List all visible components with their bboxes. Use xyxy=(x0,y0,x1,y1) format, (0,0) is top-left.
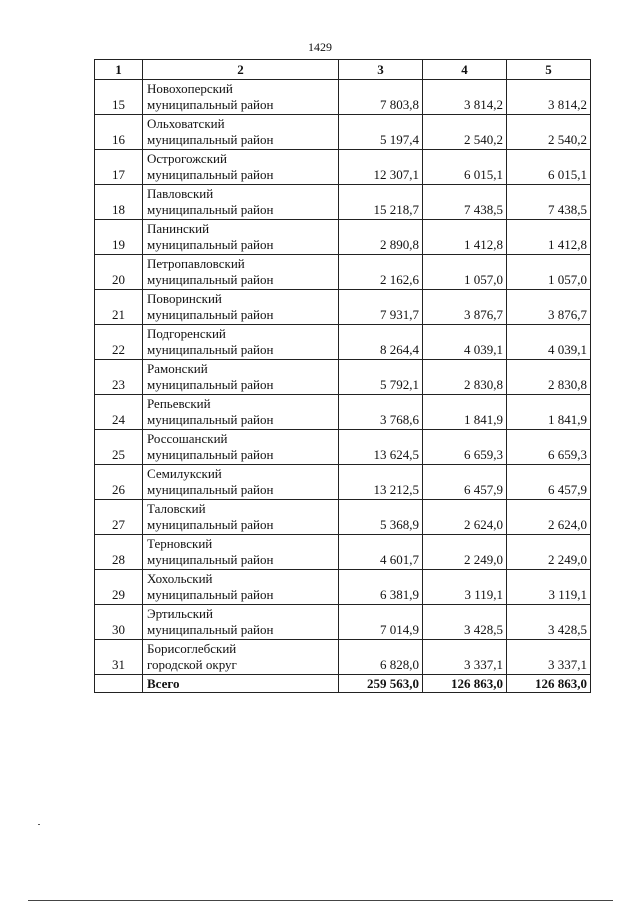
row-number: 25 xyxy=(95,430,143,465)
district-name-line2: муниципальный район xyxy=(147,132,274,147)
total-col-5: 126 863,0 xyxy=(507,675,591,693)
table-row xyxy=(95,115,591,150)
value-col-4: 1 841,9 xyxy=(423,395,507,430)
value-col-3: 2 162,6 xyxy=(339,255,423,290)
table-row xyxy=(95,185,591,220)
district-name-line1: Борисоглебский xyxy=(147,641,237,656)
district-name xyxy=(143,255,339,290)
value-col-5: 6 015,1 xyxy=(507,150,591,185)
value-col-4: 6 015,1 xyxy=(423,150,507,185)
district-name-line2: муниципальный район xyxy=(147,307,274,322)
header-col-4: 4 xyxy=(423,60,507,80)
row-number: 15 xyxy=(95,80,143,115)
district-name-line2: муниципальный район xyxy=(147,412,274,427)
bottom-rule xyxy=(28,900,613,901)
value-col-4: 3 876,7 xyxy=(423,290,507,325)
district-name xyxy=(143,115,339,150)
district-name xyxy=(143,185,339,220)
value-col-4: 2 540,2 xyxy=(423,115,507,150)
value-col-4: 2 249,0 xyxy=(423,535,507,570)
value-col-5: 6 457,9 xyxy=(507,465,591,500)
district-name-line1: Эртильский xyxy=(147,606,213,621)
table-row xyxy=(95,640,591,675)
value-col-5: 4 039,1 xyxy=(507,325,591,360)
district-name xyxy=(143,430,339,465)
district-name xyxy=(143,465,339,500)
table-row xyxy=(95,605,591,640)
table-body xyxy=(95,80,591,693)
value-col-4: 3 428,5 xyxy=(423,605,507,640)
header-col-3: 3 xyxy=(339,60,423,80)
district-name xyxy=(143,80,339,115)
value-col-5: 1 841,9 xyxy=(507,395,591,430)
value-col-3: 8 264,4 xyxy=(339,325,423,360)
value-col-3: 6 828,0 xyxy=(339,640,423,675)
value-col-4: 6 457,9 xyxy=(423,465,507,500)
value-col-3: 5 368,9 xyxy=(339,500,423,535)
district-name xyxy=(143,290,339,325)
value-col-5: 3 119,1 xyxy=(507,570,591,605)
row-number: 31 xyxy=(95,640,143,675)
value-col-5: 2 830,8 xyxy=(507,360,591,395)
total-row xyxy=(95,675,591,693)
value-col-3: 3 768,6 xyxy=(339,395,423,430)
header-col-5: 5 xyxy=(507,60,591,80)
value-col-5: 7 438,5 xyxy=(507,185,591,220)
district-name-line1: Ольховатский xyxy=(147,116,225,131)
district-name-line2: городской округ xyxy=(147,657,237,672)
scan-mark xyxy=(38,824,40,825)
district-name-line2: муниципальный район xyxy=(147,377,274,392)
value-col-5: 3 428,5 xyxy=(507,605,591,640)
district-name xyxy=(143,220,339,255)
table-row xyxy=(95,535,591,570)
table-row xyxy=(95,80,591,115)
value-col-4: 3 337,1 xyxy=(423,640,507,675)
value-col-5: 1 412,8 xyxy=(507,220,591,255)
district-name-line1: Хохольский xyxy=(147,571,213,586)
district-name-line2: муниципальный район xyxy=(147,587,274,602)
value-col-5: 2 624,0 xyxy=(507,500,591,535)
value-col-4: 6 659,3 xyxy=(423,430,507,465)
district-name-line2: муниципальный район xyxy=(147,517,274,532)
district-name-line1: Петропавловский xyxy=(147,256,245,271)
value-col-4: 3 814,2 xyxy=(423,80,507,115)
value-col-3: 5 792,1 xyxy=(339,360,423,395)
table-row xyxy=(95,570,591,605)
value-col-5: 3 337,1 xyxy=(507,640,591,675)
district-name-line2: муниципальный район xyxy=(147,272,274,287)
value-col-3: 13 624,5 xyxy=(339,430,423,465)
district-name-line2: муниципальный район xyxy=(147,622,274,637)
district-name-line1: Острогожский xyxy=(147,151,227,166)
district-name xyxy=(143,150,339,185)
district-name xyxy=(143,535,339,570)
row-number: 19 xyxy=(95,220,143,255)
page-number: 1429 xyxy=(308,40,332,54)
row-number: 26 xyxy=(95,465,143,500)
district-name-line1: Подгоренский xyxy=(147,326,226,341)
district-name-line1: Таловский xyxy=(147,501,206,516)
value-col-3: 13 212,5 xyxy=(339,465,423,500)
value-col-4: 3 119,1 xyxy=(423,570,507,605)
district-name-line1: Новохоперский xyxy=(147,81,233,96)
row-number: 20 xyxy=(95,255,143,290)
table-row xyxy=(95,465,591,500)
value-col-3: 15 218,7 xyxy=(339,185,423,220)
district-name-line2: муниципальный район xyxy=(147,167,274,182)
value-col-5: 3 814,2 xyxy=(507,80,591,115)
row-number: 22 xyxy=(95,325,143,360)
row-number: 30 xyxy=(95,605,143,640)
district-name-line1: Терновский xyxy=(147,536,213,551)
district-name xyxy=(143,640,339,675)
row-number: 29 xyxy=(95,570,143,605)
district-name-line2: муниципальный район xyxy=(147,552,274,567)
total-col-4: 126 863,0 xyxy=(423,675,507,693)
value-col-5: 1 057,0 xyxy=(507,255,591,290)
value-col-4: 2 830,8 xyxy=(423,360,507,395)
district-name-line2: муниципальный район xyxy=(147,97,274,112)
total-col-3: 259 563,0 xyxy=(339,675,423,693)
row-number: 28 xyxy=(95,535,143,570)
budget-table xyxy=(94,59,591,693)
row-number: 23 xyxy=(95,360,143,395)
total-label: Всего xyxy=(143,675,339,693)
value-col-5: 2 540,2 xyxy=(507,115,591,150)
row-number: 17 xyxy=(95,150,143,185)
value-col-3: 7 931,7 xyxy=(339,290,423,325)
value-col-5: 2 249,0 xyxy=(507,535,591,570)
value-col-5: 6 659,3 xyxy=(507,430,591,465)
district-name xyxy=(143,605,339,640)
district-name xyxy=(143,395,339,430)
row-number: 24 xyxy=(95,395,143,430)
district-name-line2: муниципальный район xyxy=(147,342,274,357)
header-col-2: 2 xyxy=(143,60,339,80)
row-number: 27 xyxy=(95,500,143,535)
district-name-line1: Семилукский xyxy=(147,466,222,481)
value-col-3: 12 307,1 xyxy=(339,150,423,185)
value-col-3: 7 803,8 xyxy=(339,80,423,115)
district-name-line1: Рамонский xyxy=(147,361,208,376)
value-col-3: 2 890,8 xyxy=(339,220,423,255)
table-row xyxy=(95,220,591,255)
table-row xyxy=(95,150,591,185)
value-col-3: 4 601,7 xyxy=(339,535,423,570)
table-row xyxy=(95,360,591,395)
district-name xyxy=(143,500,339,535)
value-col-3: 5 197,4 xyxy=(339,115,423,150)
value-col-3: 6 381,9 xyxy=(339,570,423,605)
table-row xyxy=(95,325,591,360)
table-row xyxy=(95,500,591,535)
row-number: 21 xyxy=(95,290,143,325)
district-name-line2: муниципальный район xyxy=(147,447,274,462)
value-col-5: 3 876,7 xyxy=(507,290,591,325)
row-number: 16 xyxy=(95,115,143,150)
value-col-4: 4 039,1 xyxy=(423,325,507,360)
table-header-row xyxy=(95,60,591,80)
district-name-line2: муниципальный район xyxy=(147,482,274,497)
district-name-line1: Репьевский xyxy=(147,396,211,411)
table-row xyxy=(95,430,591,465)
district-name-line1: Россошанский xyxy=(147,431,228,446)
district-name xyxy=(143,570,339,605)
district-name-line1: Павловский xyxy=(147,186,214,201)
district-name-line1: Поворинский xyxy=(147,291,222,306)
district-name-line2: муниципальный район xyxy=(147,237,274,252)
district-name-line2: муниципальный район xyxy=(147,202,274,217)
value-col-4: 7 438,5 xyxy=(423,185,507,220)
row-number: 18 xyxy=(95,185,143,220)
table-row xyxy=(95,395,591,430)
district-name xyxy=(143,360,339,395)
table-row xyxy=(95,290,591,325)
district-name xyxy=(143,325,339,360)
value-col-4: 1 057,0 xyxy=(423,255,507,290)
total-number-cell xyxy=(95,675,143,693)
value-col-4: 2 624,0 xyxy=(423,500,507,535)
value-col-4: 1 412,8 xyxy=(423,220,507,255)
district-name-line1: Панинский xyxy=(147,221,210,236)
value-col-3: 7 014,9 xyxy=(339,605,423,640)
table-row xyxy=(95,255,591,290)
header-col-1: 1 xyxy=(95,60,143,80)
